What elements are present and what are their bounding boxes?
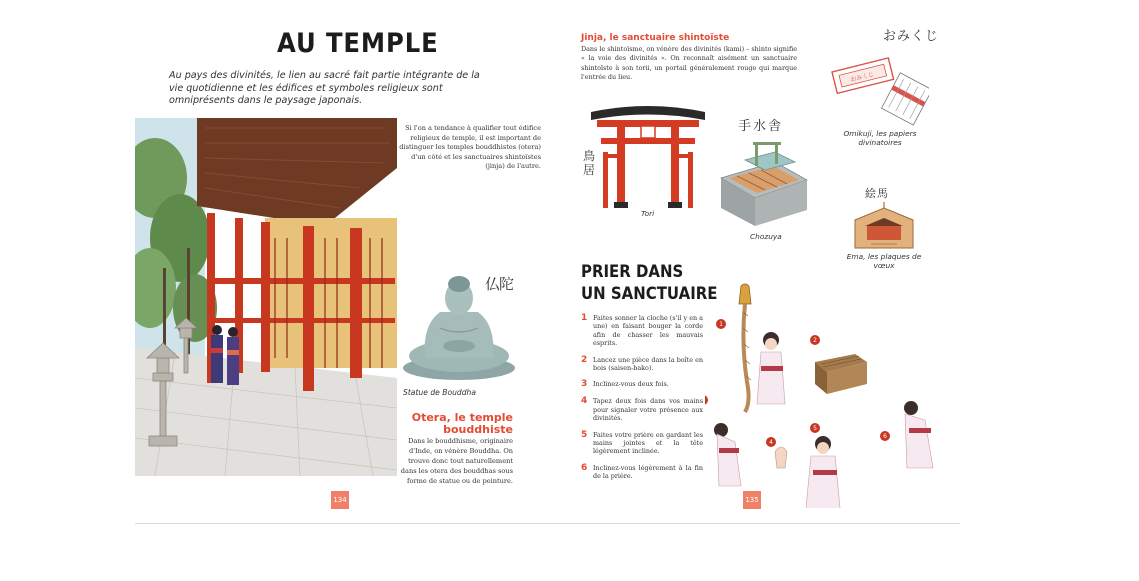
jinja-paragraph: Dans le shintoïsme, on vénère des divinités (kami) – shinto signifie « la voie des divinités ». On reconnaît aisément un sanctuaire shintoïste à son torii, un portail généralement rouge qui marque l'entrée du lieu. [581,45,798,82]
step-text: Tapez deux fois dans vos mains pour signaler votre présence aux divinités. [593,397,703,423]
buddha-kanji: 仏陀 [485,275,514,293]
ritual-marker-4: 4 [769,439,773,446]
chozuya-illustration [715,138,811,230]
ritual-marker-5: 5 [813,425,817,432]
step-number: 3 [581,379,588,390]
step-text: Inclinez-vous légèrement à la fin de la prière. [593,463,703,481]
ema-kanji: 絵馬 [865,187,889,200]
list-item [581,464,703,481]
book-spread [135,14,960,512]
list-item [581,397,703,422]
buddha-caption: Statue de Bouddha [403,388,477,397]
step-text: Inclinez-vous deux fois. [593,380,669,389]
step-text: Lancez une pièce dans la boîte en bois (saisen-bako). [593,355,703,373]
ritual-marker-6: 6 [883,433,887,440]
list-item [581,380,703,389]
torii-kanji: 鳥居 [583,149,596,177]
step-text: Faites sonner la cloche (s'il y en a une) en faisant bouger la corde afin de chasser les mauvais esprits. [593,314,703,348]
ritual-marker-2: 2 [813,337,817,344]
otera-paragraph: Dans le bouddhisme, originaire d'Inde, on vénère Bouddha. On trouve donc tout naturellement dans les otera des bouddhas sous forme de statue ou de peinture. [400,437,513,485]
temple-illustration [135,118,397,476]
ritual-marker-1: 1 [719,321,723,328]
omikuji-caption: Omikuji, les papiers divinatoires [843,129,917,147]
chozuya-caption: Chozuya [750,232,782,241]
left-page [135,14,547,512]
otera-heading: Otera, le temple bouddhiste [411,411,513,436]
list-item [581,431,703,456]
bottom-divider [135,523,960,524]
step-text: Faites votre prière en gardant les mains jointes et la tête légèrement inclinée. [593,430,703,456]
praying-heading [581,261,718,305]
step-number: 6 [581,462,588,473]
step-number: 1 [581,313,588,323]
praying-heading-line-1: PRIER DANS [581,262,684,282]
step-number: 4 [581,396,588,407]
step-number: 5 [581,429,588,440]
ema-illustration [847,202,921,252]
page-number-left: 134 [331,491,349,509]
list-item [581,314,703,348]
chozuya-kanji: 手水舎 [738,119,784,134]
page-number-right: 135 [743,491,761,509]
svg-text:おみくじ: おみくじ [849,71,875,84]
intro-paragraph: Au pays des divinités, le lien au sacré fait partie intégrante de la vie quotidienne et les édifices et symboles religieux sont omniprésents dans le paysage japonais. [169,70,480,107]
prayer-ritual-illustration [705,282,955,508]
omikuji-illustration [825,42,929,126]
step-number: 2 [581,354,588,365]
page-title: AU TEMPLE [277,28,439,59]
right-page [547,14,960,512]
omikuji-kana: おみくじ [883,29,940,44]
torii-illustration [589,102,707,212]
ema-caption: Ema, les plaques de vœux [846,252,922,270]
torii-caption: Tori [641,209,655,218]
praying-heading-line-2: UN SANCTUAIRE [581,284,718,304]
list-item [581,356,703,373]
side-note: Si l'on a tendance à qualifier tout édifice religieux de temple, il est important de distinguer les temples bouddhistes (otera) d'un côté et les sanctuaires shintoïstes (jinja) de l'autre. [399,124,541,171]
prayer-steps-list [581,314,703,489]
jinja-heading: Jinja, le sanctuaire shintoïste [581,33,730,43]
